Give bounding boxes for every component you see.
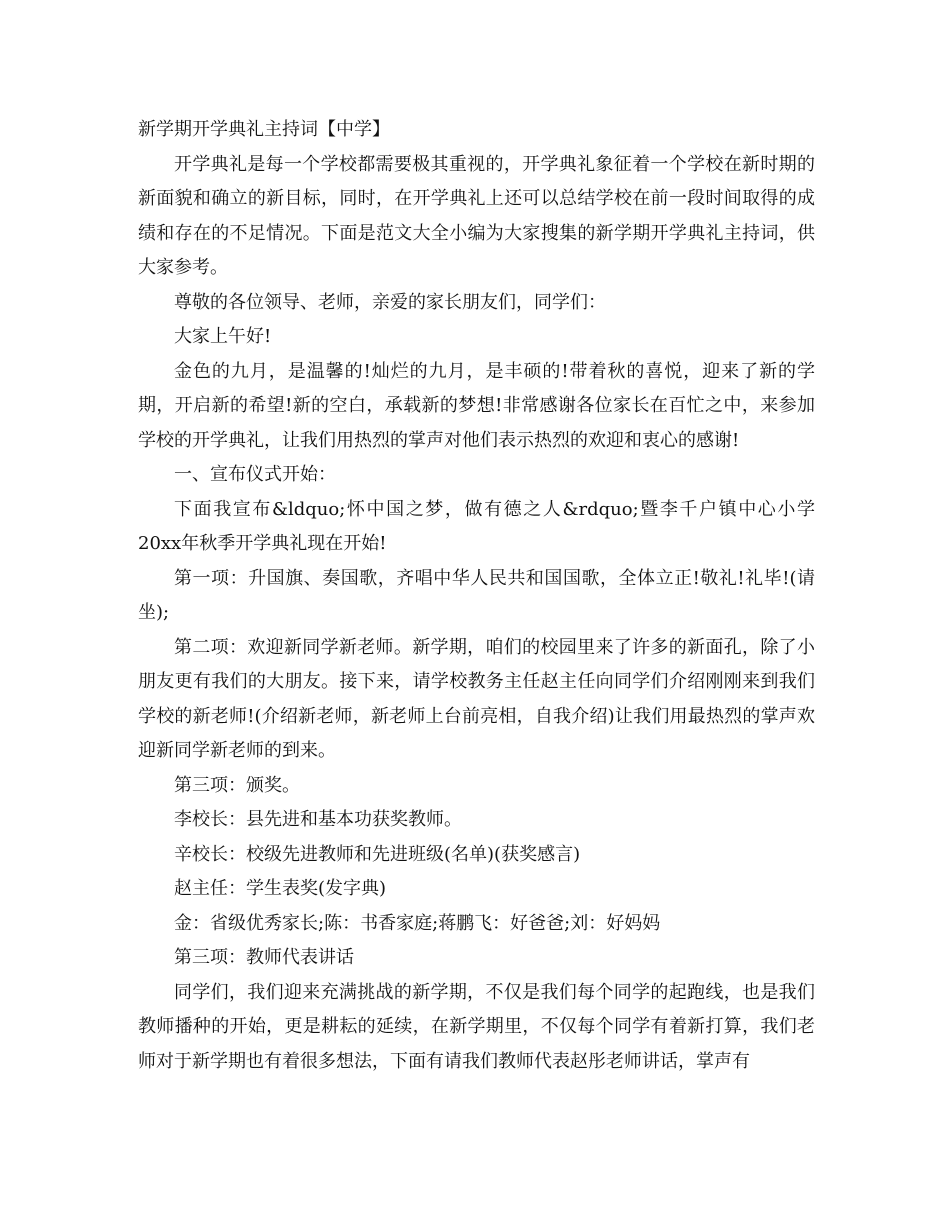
paragraph-intro: 开学典礼是每一个学校都需要极其重视的，开学典礼象征着一个学校在新时期的新面貌和确立的新目标，同时，在开学典礼上还可以总结学校在前一段时间取得的成绩和存在的不足情况。下面是范文大全小编为大家搜集的新学期开学典礼主持词，供大家参考。 [138, 153, 815, 278]
paragraph-award-zhao: 赵主任：学生表奖(发字典) [174, 878, 387, 899]
paragraph-greeting-audience: 尊敬的各位领导、老师，亲爱的家长朋友们，同学们： [174, 291, 606, 313]
paragraph-announce-start: 下面我宣布&ldquo;怀中国之梦，做有德之人&rdquo;暨李千户镇中心小学20xx年秋季开学典礼现在开始! [138, 498, 815, 554]
paragraph-award-parents: 金：省级优秀家长;陈：书香家庭;蒋鹏飞：好爸爸;刘：好妈妈 [174, 912, 661, 934]
paragraph-award-xin: 辛校长：校级先进教师和先进班级(名单)(获奖感言) [174, 843, 581, 865]
paragraph-item-three-awards: 第三项：颁奖。 [174, 774, 300, 796]
document-title: 新学期开学典礼主持词【中学】 [138, 119, 390, 140]
paragraph-september: 金色的九月，是温馨的!灿烂的九月，是丰硕的!带着秋的喜悦，迎来了新的学期，开启新的希望!新的空白，承载新的梦想!非常感谢各位家长在百忙之中，来参加学校的开学典礼，让我们用热烈的掌声对他们表示热烈的欢迎和衷心的感谢! [138, 360, 815, 451]
paragraph-award-li: 李校长：县先进和基本功获奖教师。 [174, 809, 462, 830]
paragraph-item-three-teacher-speech: 第三项：教师代表讲话 [174, 947, 354, 968]
paragraph-item-two: 第二项：欢迎新同学新老师。新学期，咱们的校园里来了许多的新面孔，除了小朋友更有我们的大朋友。接下来，请学校教务主任赵主任向同学们介绍刚刚来到我们学校的新老师!(介绍新老师，新老师上台前亮相，自我介绍)让我们用最热烈的掌声欢迎新同学新老师的到来。 [138, 636, 815, 761]
document-body [138, 113, 815, 1079]
paragraph-students-address: 同学们，我们迎来充满挑战的新学期，不仅是我们每个同学的起跑线，也是我们教师播种的开始，更是耕耘的延续，在新学期里，不仅每个同学有着新打算，我们老师对于新学期也有着很多想法，下面有请我们教师代表赵彤老师讲话，掌声有 [138, 981, 815, 1072]
paragraph-good-morning: 大家上午好! [174, 326, 272, 347]
paragraph-item-one: 第一项：升国旗、奏国歌，齐唱中华人民共和国国歌，全体立正!敬礼!礼毕!(请坐); [138, 567, 815, 623]
paragraph-section-one: 一、宣布仪式开始： [174, 464, 336, 485]
